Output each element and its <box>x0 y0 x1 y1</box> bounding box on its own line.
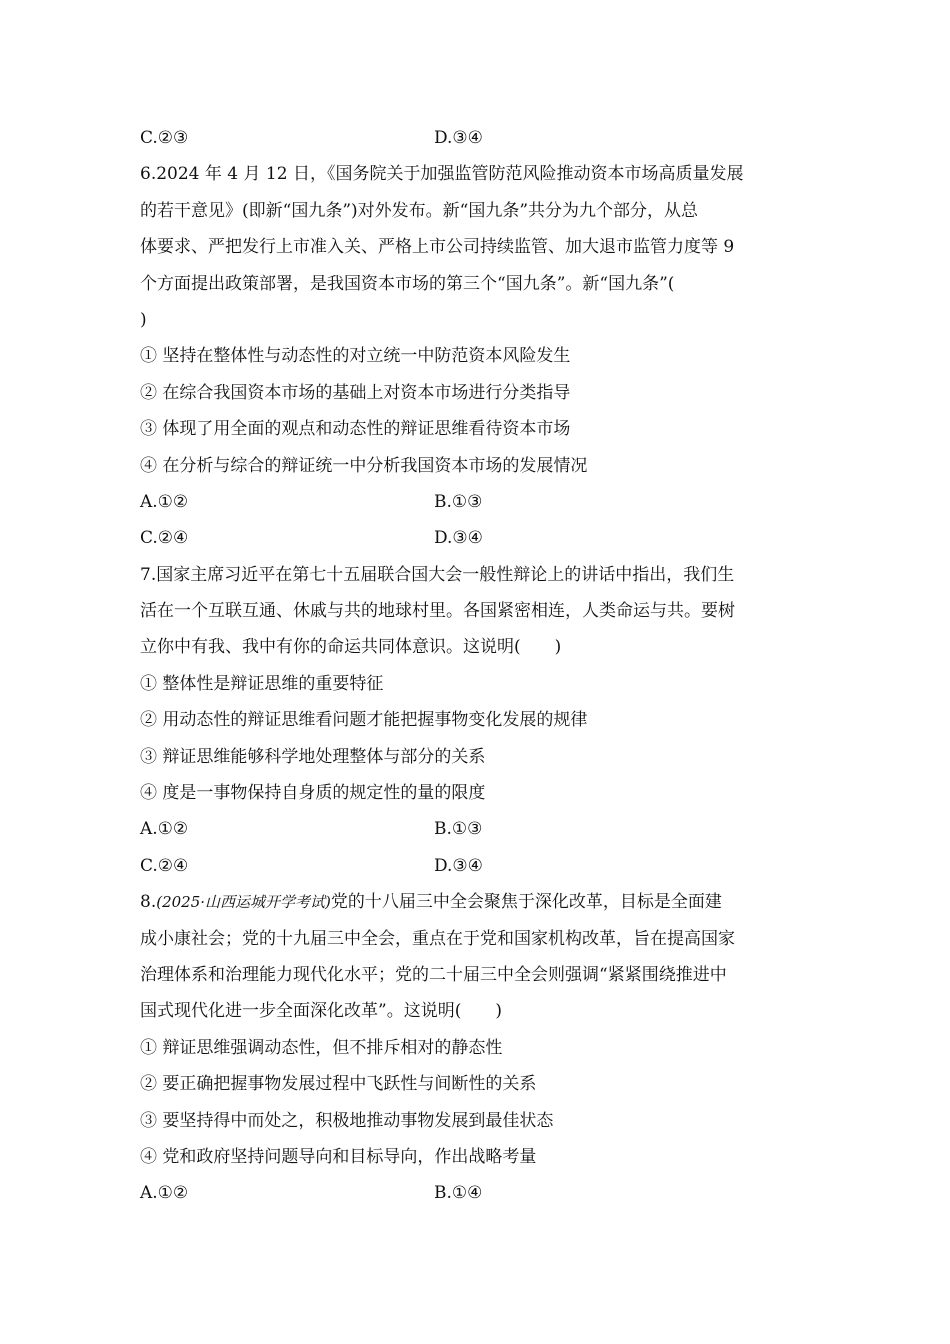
q8-stem-line-1 <box>140 884 812 920</box>
q7-item-4: ④ 度是一事物保持自身质的规定性的量的限度 <box>140 783 486 804</box>
q6-stem-line: 的若干意见》(即新“国九条”)对外发布。新“国九条”共分为九个部分，从总 <box>140 200 699 221</box>
q6-option-c: C.②④ <box>140 528 189 549</box>
q8-source-tag: (2025·山西运城开学考试) <box>156 893 331 912</box>
q8-stem-line: 治理体系和治理能力现代化水平；党的二十届三中全会则强调“紧紧围绕推进中 <box>140 964 727 985</box>
q8-stem-text: 党的十八届三中全会聚焦于深化改革，目标是全面建 <box>330 892 722 913</box>
q7-stem-line: 7.国家主席习近平在第七十五届联合国大会一般性辩论上的讲话中指出，我们生 <box>140 564 735 585</box>
q7-item-1: ① 整体性是辩证思维的重要特征 <box>140 673 384 694</box>
q8-stem-line: 国式现代化进一步全面深化改革”。这说明( ) <box>140 1001 502 1022</box>
q7-option-b: B.①③ <box>434 819 483 840</box>
q7-stem-line: 活在一个互联互通、休戚与共的地球村里。各国紧密相连，人类命运与共。要树 <box>140 601 735 622</box>
q8-item-1: ① 辩证思维强调动态性，但不排斥相对的静态性 <box>140 1037 503 1058</box>
q8-item-4: ④ 党和政府坚持问题导向和目标导向，作出战略考量 <box>140 1146 537 1167</box>
q7-stem-line: 立你中有我、我中有你的命运共同体意识。这说明( ) <box>140 637 562 658</box>
q7-options-row-1 <box>140 811 812 847</box>
q8-number: 8. <box>140 892 157 913</box>
q6-item-2: ② 在综合我国资本市场的基础上对资本市场进行分类指导 <box>140 382 571 403</box>
q6-stem-line: 个方面提出政策部署，是我国资本市场的第三个“国九条”。新“国九条”( <box>140 273 675 294</box>
q6-option-a: A.①② <box>140 491 189 512</box>
q8-stem-line: 成小康社会；党的十九届三中全会，重点在于党和国家机构改革，旨在提高国家 <box>140 928 735 949</box>
question-8 <box>140 884 812 1212</box>
q5-option-c: C.②③ <box>140 128 189 148</box>
q6-item-3: ③ 体现了用全面的观点和动态性的辩证思维看待资本市场 <box>140 419 571 440</box>
q7-option-c: C.②④ <box>140 855 189 876</box>
q8-item-3: ③ 要坚持得中而处之，积极地推动事物发展到最佳状态 <box>140 1110 554 1131</box>
q5-option-d: D.③④ <box>434 128 483 148</box>
question-6 <box>140 156 812 556</box>
worksheet-page <box>140 120 812 1212</box>
q6-item-4: ④ 在分析与综合的辩证统一中分析我国资本市场的发展情况 <box>140 455 588 476</box>
q8-option-b: B.①④ <box>434 1183 483 1204</box>
q6-stem-line: 体要求、严把发行上市准入关、严格上市公司持续监管、加大退市监管力度等 9 <box>140 237 735 258</box>
question-7 <box>140 557 812 885</box>
q7-item-3: ③ 辩证思维能够科学地处理整体与部分的关系 <box>140 746 486 767</box>
q6-options-row-2 <box>140 520 812 556</box>
q7-option-a: A.①② <box>140 819 189 840</box>
q5-options-row-2 <box>140 120 812 156</box>
q6-stem-line: 6.2024 年 4 月 12 日，《国务院关于加强监管防范风险推动资本市场高质量发展 <box>140 164 744 185</box>
q6-options-row-1 <box>140 484 812 520</box>
q8-item-2: ② 要正确把握事物发展过程中飞跃性与间断性的关系 <box>140 1074 537 1095</box>
q7-option-d: D.③④ <box>434 855 483 876</box>
q6-item-1: ① 坚持在整体性与动态性的对立统一中防范资本风险发生 <box>140 346 571 367</box>
q7-item-2: ② 用动态性的辩证思维看问题才能把握事物变化发展的规律 <box>140 710 588 731</box>
q8-option-a: A.①② <box>140 1183 189 1204</box>
q8-options-row-1 <box>140 1175 812 1211</box>
q7-options-row-2 <box>140 848 812 884</box>
q6-option-b: B.①③ <box>434 491 483 512</box>
q6-stem-line: ) <box>140 309 147 330</box>
q6-option-d: D.③④ <box>434 528 483 549</box>
